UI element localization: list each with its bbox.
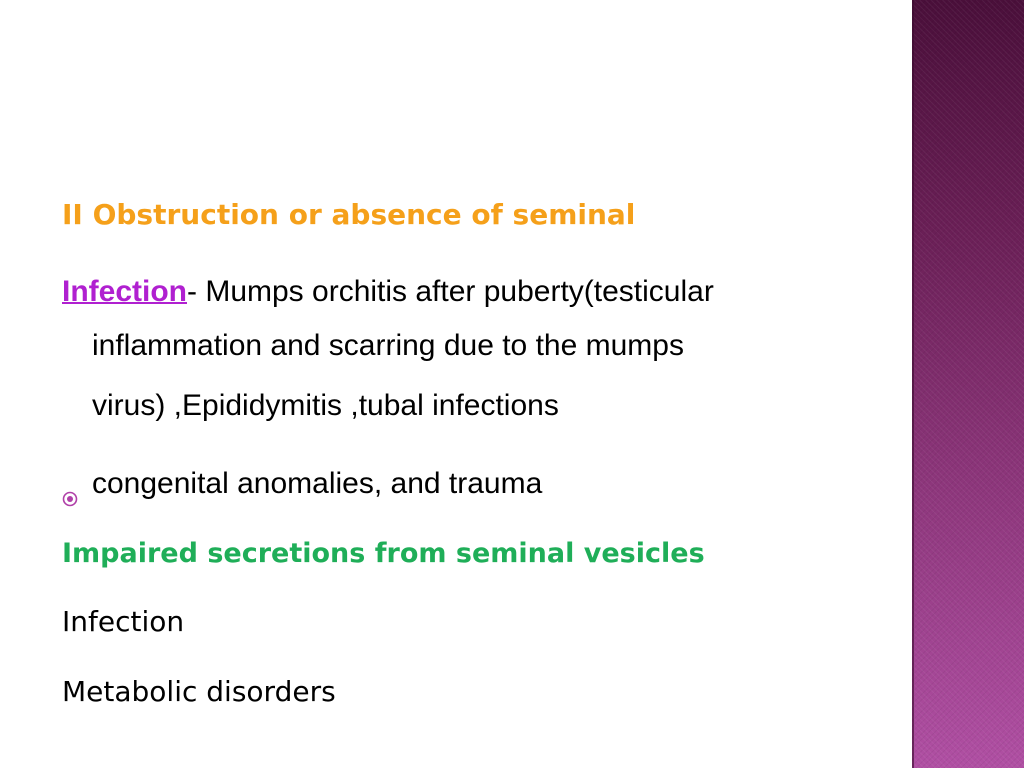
infection-line-2: inflammation and scarring due to the mumps [92,329,684,362]
infection-label: Infection [62,275,187,308]
list-item-metabolic: Metabolic disorders [62,675,336,708]
section-heading: II Obstruction or absence of seminal [62,198,636,231]
bullet-text: congenital anomalies, and trauma [92,467,543,500]
bullet-item [62,462,542,506]
infection-paragraph [62,268,892,436]
infection-separator: - [187,275,206,308]
infection-line-1 [62,268,892,316]
side-bar-edge [912,0,914,768]
radio-bullet-icon [62,476,78,492]
list-item-infection: Infection [62,605,185,638]
infection-line-3: virus) ,Epididymitis ,tubal infections [92,389,559,422]
subheading: Impaired secretions from seminal vesicles [62,538,705,569]
decorative-side-bar [912,0,1024,768]
infection-line-1-text: Mumps orchitis after puberty(testicular [205,275,714,308]
